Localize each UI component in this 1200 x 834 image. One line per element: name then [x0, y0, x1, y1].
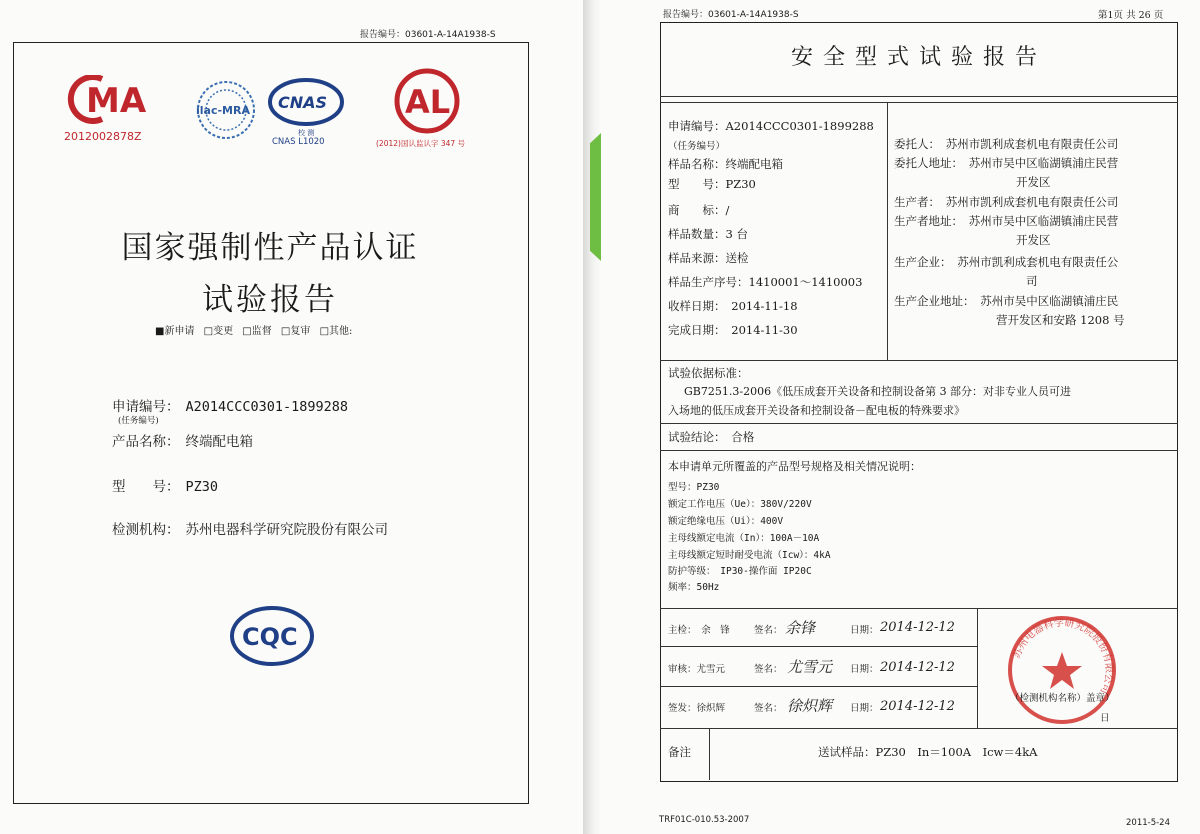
type-review: □复审	[280, 326, 311, 337]
reviewer-signature: 尤雪元	[787, 658, 833, 676]
divider	[660, 608, 1178, 609]
ilac-text: ilac-MRA	[196, 104, 250, 117]
date-label: 日期：	[850, 703, 879, 714]
spec-intro: 本申请单元所覆盖的产品型号规格及相关情况说明：	[668, 460, 921, 473]
cnas-text: CNAS	[278, 93, 328, 112]
ilac-mra-logo	[190, 76, 268, 142]
main-inspector: 主检： 余 锋	[668, 625, 730, 636]
conclusion: 试验结论： 合格	[668, 430, 755, 444]
application-number-label: 申请编号：	[112, 399, 180, 415]
spec-item: 防护等级： IP30-操作面 IP20C	[668, 566, 812, 577]
form-date: 2011-5-24	[1126, 818, 1170, 828]
type-other: □其他:	[319, 326, 353, 337]
factory-address-1: 生产企业地址： 苏州市吴中区临湖镇浦庄民	[894, 294, 1119, 308]
divider	[660, 646, 978, 647]
application-type-options	[155, 322, 358, 337]
basis-text-2: 入场地的低压成套开关设备和控制设备－配电板的特殊要求》	[668, 404, 965, 417]
type-supervision: □监督	[242, 326, 272, 337]
type-change: □变更	[203, 326, 234, 337]
model-value: PZ30	[185, 479, 219, 495]
factory-address-2: 营开发区和安路 1208 号	[996, 313, 1125, 327]
signature-label: 签名：	[754, 664, 783, 675]
form-number: TRF01C-010.53-2007	[659, 815, 750, 825]
column-divider	[709, 728, 710, 780]
spec-item: 主母线额定短时耐受电流（Icw）：4kA	[668, 550, 831, 561]
column-divider	[887, 102, 888, 360]
al-number: (2012)国认监认字 347 号	[376, 139, 466, 148]
model: 型 号：PZ30	[668, 177, 756, 191]
bookmark-tab	[590, 133, 601, 261]
cqc-text: CQC	[242, 623, 298, 651]
divider	[660, 96, 1178, 97]
remarks-value: 送试样品：PZ30 In＝100A Icw＝4kA	[818, 745, 1038, 759]
spec-item: 额定工作电压（Ue）：380V/220V	[668, 499, 812, 510]
model-label: 型 号：	[112, 479, 180, 495]
remarks-label: 备注	[668, 745, 691, 759]
divider	[660, 423, 1178, 424]
stamp-label: （检测机构名称）盖章）	[1010, 693, 1115, 704]
manufacturer: 生产者： 苏州市凯利成套机电有限责任公司	[894, 195, 1119, 209]
app-number: 申请编号：A2014CCC0301-1899288	[668, 119, 874, 133]
lab-value: 苏州电器科学研究院股份有限公司	[185, 522, 388, 538]
task-number: （任务编号）	[668, 141, 726, 152]
date-label: 日期：	[850, 664, 879, 675]
cover-title-line2: 试验报告	[202, 282, 338, 318]
page-indicator: 第1页 共 26 页	[1098, 10, 1164, 21]
sample-source: 样品来源：送检	[668, 251, 749, 265]
cma-logo-text: MA	[86, 81, 147, 121]
cnas-number: CNAS L1020	[272, 137, 325, 147]
spec-item: 型号：PZ30	[668, 482, 720, 493]
model-row	[112, 475, 218, 495]
sample-quantity: 样品数量：3 台	[668, 227, 748, 241]
report-number: 报告编号：03601-A-14A1938-S	[360, 30, 496, 40]
factory-2: 司	[1026, 274, 1038, 288]
spec-item: 主母线额定电流（In）：100A－10A	[668, 533, 820, 544]
stamp-day: 日	[1100, 713, 1110, 724]
task-number-label: (任务编号)	[118, 416, 159, 426]
finish-date: 完成日期： 2014-11-30	[668, 323, 798, 337]
cnas-sub: 校 测	[298, 129, 315, 137]
divider	[660, 728, 1178, 729]
basis-label: 试验依据标准：	[668, 366, 749, 380]
sample-name: 样品名称：终端配电箱	[668, 157, 783, 171]
receive-date: 收样日期： 2014-11-18	[668, 299, 798, 313]
client-address-2: 开发区	[1016, 175, 1051, 189]
divider	[660, 686, 978, 687]
lab-row	[112, 518, 388, 538]
divider	[660, 450, 1178, 451]
reviewer: 审核：尤雪元	[668, 664, 726, 675]
spec-item: 额定绝缘电压（Ui）：400V	[668, 516, 784, 527]
column-divider	[977, 608, 978, 728]
lab-label: 检测机构：	[112, 522, 180, 538]
cover-title-line1: 国家强制性产品认证	[121, 230, 419, 266]
cnas-logo	[266, 78, 348, 128]
issuer: 签发：徐炽辉	[668, 703, 726, 714]
page-gutter	[583, 0, 601, 834]
type-new: ■新申请	[155, 326, 195, 337]
main-inspector-date: 2014-12-12	[880, 620, 955, 635]
divider	[660, 102, 1178, 103]
cma-logo	[62, 75, 162, 125]
stamp-ring-text: 苏州电器科学研究院股份有限公司	[1011, 617, 1115, 696]
application-number-value: A2014CCC0301-1899288	[185, 399, 349, 415]
cqc-logo	[228, 605, 318, 669]
report-number-right: 报告编号：03601-A-14A1938-S	[663, 10, 799, 20]
divider	[660, 360, 1178, 361]
cover-frame	[13, 42, 529, 804]
brand: 商 标：/	[668, 203, 730, 217]
date-label: 日期：	[850, 625, 879, 636]
product-name-value: 终端配电箱	[185, 434, 253, 450]
main-inspector-signature: 余锋	[785, 619, 816, 637]
al-logo	[387, 67, 467, 135]
sample-serial: 样品生产序号：1410001～1410003	[668, 275, 863, 289]
basis-text-1: GB7251.3-2006《低压成套开关设备和控制设备第 3 部分：对非专业人员可进	[684, 385, 1072, 398]
factory: 生产企业： 苏州市凯利成套机电有限责任公	[894, 255, 1119, 269]
application-number-row	[112, 395, 348, 415]
client-address-1: 委托人地址： 苏州市吴中区临湖镇浦庄民营	[894, 156, 1119, 170]
signature-label: 签名：	[754, 625, 783, 636]
spec-item: 频率：50Hz	[668, 582, 720, 593]
signature-label: 签名：	[754, 703, 783, 714]
manufacturer-address-1: 生产者地址： 苏州市吴中区临湖镇浦庄民营	[894, 214, 1119, 228]
report-title: 安全型式试验报告	[790, 45, 1047, 70]
al-text: AL	[405, 83, 451, 121]
issuer-date: 2014-12-12	[880, 699, 955, 714]
reviewer-date: 2014-12-12	[880, 660, 955, 675]
cma-number: 2012002878Z	[64, 130, 142, 143]
product-name-row	[112, 430, 253, 450]
client: 委托人： 苏州市凯利成套机电有限责任公司	[894, 137, 1119, 151]
issuer-signature: 徐炽辉	[787, 697, 833, 715]
manufacturer-address-2: 开发区	[1016, 233, 1051, 247]
product-name-label: 产品名称：	[112, 434, 180, 450]
